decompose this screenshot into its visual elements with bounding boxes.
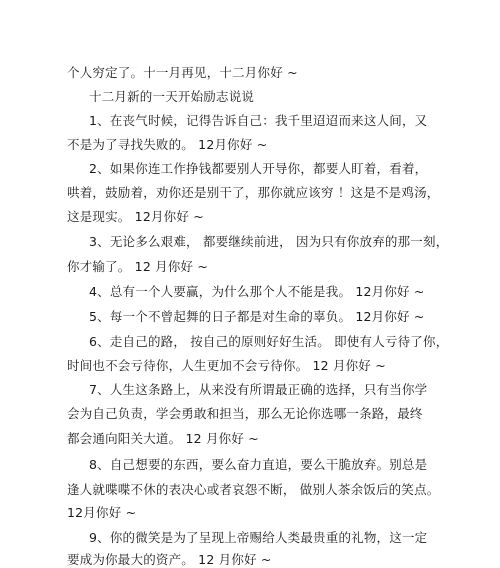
text-line: 逢人就喋喋不休的表决心或者哀怨不断， 做别人茶余饭后的笑点。 (67, 482, 440, 497)
text-line: 会为自己负责，学会勇敢和担当，那么无论你选哪一条路，最终 (67, 406, 423, 421)
text-line: 6、走自己的路， 按自己的原则好好生活。 即使有人亏待了你， (89, 334, 449, 349)
text-line: 7、人生这条路上，从来没有所谓最正确的选择，只有当你学 (89, 382, 428, 397)
text-line: 9、你的微笑是为了呈现上帝赐给人类最贵重的礼物，这一定 (89, 530, 428, 545)
text-line: 4、总有一个人要赢，为什么那个人不能是我。 12月你好 ~ (89, 284, 425, 299)
text-line: 要成为你最大的资产。 12 月你好 ~ (67, 552, 272, 567)
text-line: 哄着，鼓励着，劝你还是别干了，那你就应该穷 ！这是不是鸡汤， (67, 185, 440, 200)
text-line: 1、在丧气时候，记得告诉自己：我千里迢迢而来这人间，又 (89, 113, 428, 128)
section-heading: 十二月新的一天开始励志说说 (89, 89, 255, 104)
text-line: 不是为了寻找失败的。 12月你好 ~ (67, 137, 268, 152)
text-line: 你才输了。 12 月你好 ~ (67, 259, 209, 274)
text-line: 12月你好 ~ (67, 505, 137, 520)
text-line: 3、无论多么艰难， 都要继续前进， 因为只有你放弃的那一刻， (89, 234, 449, 249)
text-line: 8、自己想要的东西，要么奋力直追，要么干脆放弃。别总是 (89, 457, 428, 472)
text-line: 2、如果你连工作挣钱都要别人开导你，都要人盯着，看着， (89, 161, 428, 176)
text-line: 个人穷定了。十一月再见，十二月你好 ~ (67, 65, 298, 80)
text-line: 这是现实。 12月你好 ~ (67, 209, 204, 224)
text-line: 时间也不会亏待你，人生更加不会亏待你。 12 月你好 ~ (67, 358, 386, 373)
text-line: 5、每一个不曾起舞的日子都是对生命的辜负。 12月你好 ~ (89, 309, 425, 324)
text-line: 都会通向阳关大道。 12 月你好 ~ (67, 431, 259, 446)
